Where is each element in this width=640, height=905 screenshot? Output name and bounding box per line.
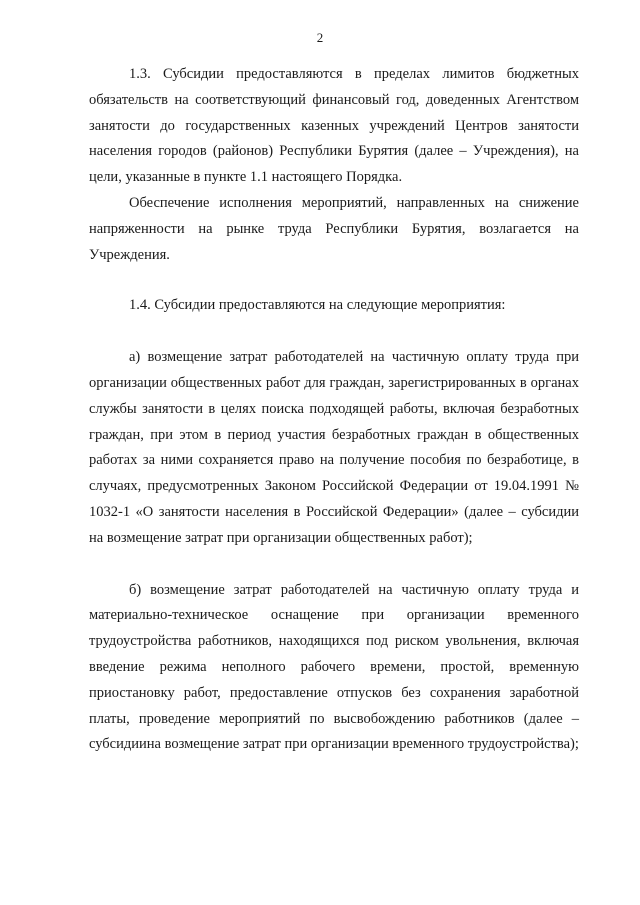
- list-item-b: б) возмещение затрат работодателей на частичную оплату труда и материально-техническое оснащение при организации временного трудоустройства работников, находящихся под риском увольнения, включая введение режима неполного рабочего времени, простой, временную приостановку работ, предоставление отпусков без сохранения заработной платы, проведение мероприятий по высвобождению работников (далее – субсидиина возмещение затрат при организации временного трудоустройства);: [89, 581, 579, 753]
- paragraph-1-4: 1.4. Субсидии предоставляются на следующие мероприятия:: [129, 297, 506, 314]
- paragraph-spacer: [89, 319, 579, 345]
- paragraph-spacer: [89, 552, 579, 578]
- document-body: [89, 62, 579, 758]
- list-item-a: а) возмещение затрат работодателей на частичную оплату труда при организации общественных работ для граждан, зарегистрированных в органах службы занятости в целях поиска подходящей работы, включая безработных граждан, при этом в период участия безработных граждан в общественных работах за ними сохраняется право на получение пособия по безработице, в случаях, предусмотренных Законом Российской Федерации от 19.04.1991 № 1032-1 «О занятости населения в Российской Федерации» (далее – субсидии на возмещение затрат при организации общественных работ);: [89, 349, 579, 546]
- paragraph-1-3: 1.3. Субсидии предоставляются в пределах лимитов бюджетных обязательств на соответствующий финансовый год, доведенных Агентством занятости до государственных казенных учреждений Центров занятости населения городов (районов) Республики Бурятия (далее – Учреждения), на цели, указанные в пункте 1.1 настоящего Порядка.: [89, 66, 579, 186]
- paragraph-execution: Обеспечение исполнения мероприятий, направленных на снижение напряженности на рынке труда Республики Бурятия, возлагается на Учреждения.: [89, 194, 579, 263]
- page-number: 2: [316, 30, 324, 45]
- paragraph-spacer: [89, 268, 579, 293]
